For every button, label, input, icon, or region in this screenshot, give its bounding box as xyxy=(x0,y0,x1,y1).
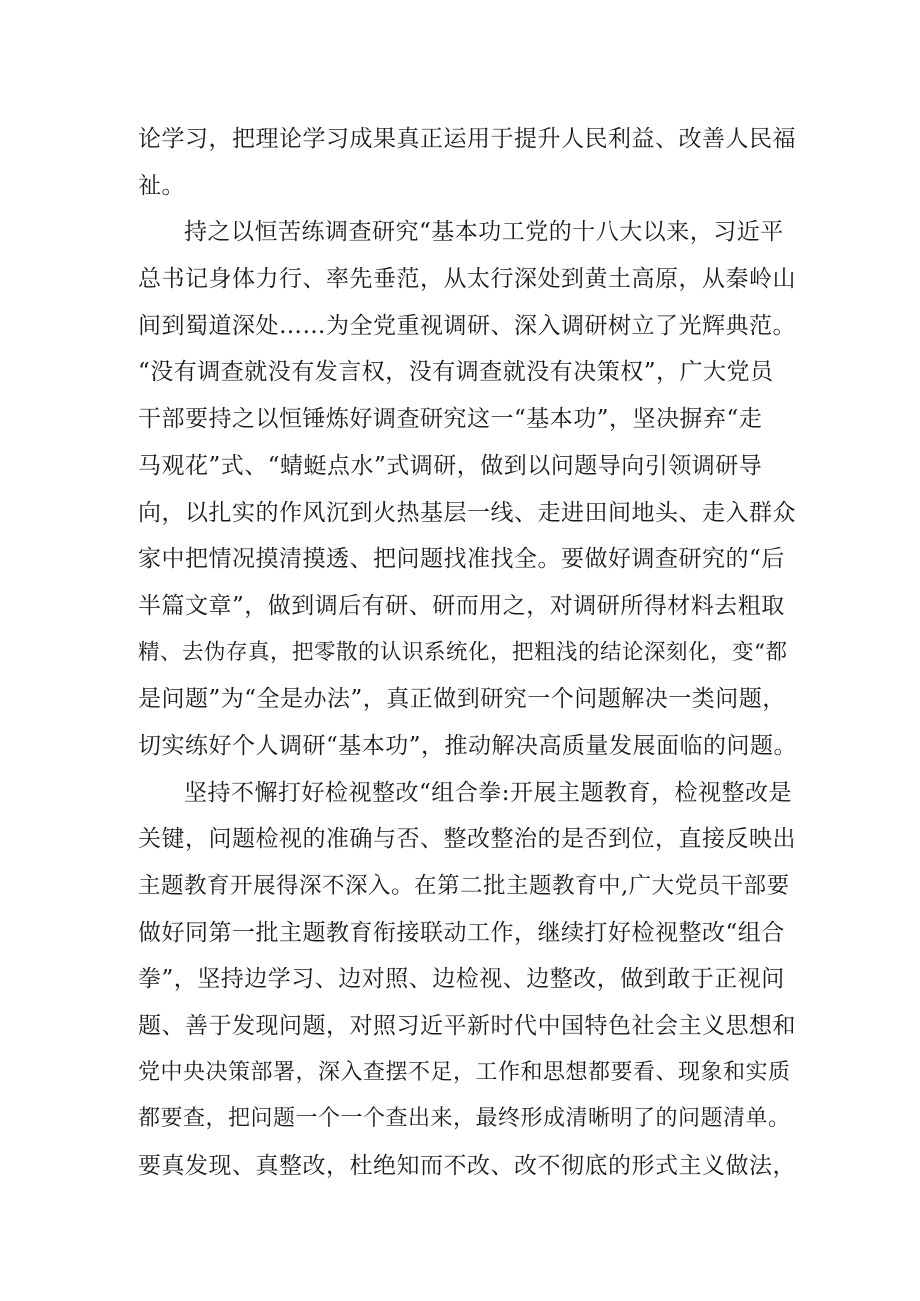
text-line: 精、去伪存真，把零散的认识系统化，把粗浅的结论深刻化，变“都 xyxy=(138,639,788,665)
text-line: 是问题”为“全是办法”，真正做到研究一个问题解决一类问题， xyxy=(138,686,786,713)
text-line: “没有调查就没有发言权，没有调查就没有决策权”，广大党员 xyxy=(138,359,774,386)
paragraph-start-line: 持之以恒苦练调查研究“基本功工党的十八大以来，习近平 xyxy=(184,219,784,246)
text-line: 半篇文章”，做到调后有研、研而用之，对调研所得材料去粗取 xyxy=(138,592,785,619)
text-line: 关键，问题检视的准确与否、整改整治的是否到位，直接反映出 xyxy=(138,826,796,853)
text-line: 论学习，把理论学习成果真正运用于提升人民利益、改善人民福 xyxy=(138,126,796,152)
text-line: 家中把情况摸清摸透、把问题找准找全。要做好调查研究的“后 xyxy=(138,546,785,573)
body-text xyxy=(138,116,798,1190)
text-line: 向，以扎实的作风沉到火热基层一线、走进田间地头、走入群众 xyxy=(138,499,796,526)
text-line: 做好同第一批主题教育衔接联动工作，继续打好检视整改“组合 xyxy=(138,919,785,946)
text-line: 总书记身体力行、率先垂范，从太行深处到黄土高原，从秦岭山 xyxy=(138,266,796,293)
text-line: 都要查，把问题一个一个查出来，最终形成清晰明了的问题清单。 xyxy=(138,1106,791,1132)
text-line: 祉。 xyxy=(138,172,185,199)
text-line: 干部要持之以恒锤炼好调查研究这一“基本功”，坚决摒弃“走 xyxy=(138,406,763,433)
text-line: 党中央决策部署，深入查摆不足，工作和思想都要看、现象和实质 xyxy=(138,1059,791,1085)
paragraph-start-line: 坚持不懈打好检视整改“组合拳:开展主题教育，检视整改是 xyxy=(184,779,793,806)
text-line: 题、善于发现问题，对照习近平新时代中国特色社会主义思想和 xyxy=(138,1013,796,1040)
text-line: 马观花”式、“蜻蜓点水”式调研，做到以问题导向引领调研导 xyxy=(138,452,763,479)
text-line: 切实练好个人调研“基本功”，推动解决高质量发展面临的问题。 xyxy=(138,732,798,759)
text-line: 要真发现、真整改，杜绝知而不改、改不彻底的形式主义做法， xyxy=(138,1153,796,1180)
text-line: 拳”，坚持边学习、边对照、边检视、边整改，做到敢于正视问 xyxy=(138,966,785,993)
text-line: 间到蜀道深处……为全党重视调研、深入调研树立了光辉典范。 xyxy=(138,312,796,339)
text-line: 主题教育开展得深不深入。在第二批主题教育中,广大党员干部要 xyxy=(138,873,790,899)
